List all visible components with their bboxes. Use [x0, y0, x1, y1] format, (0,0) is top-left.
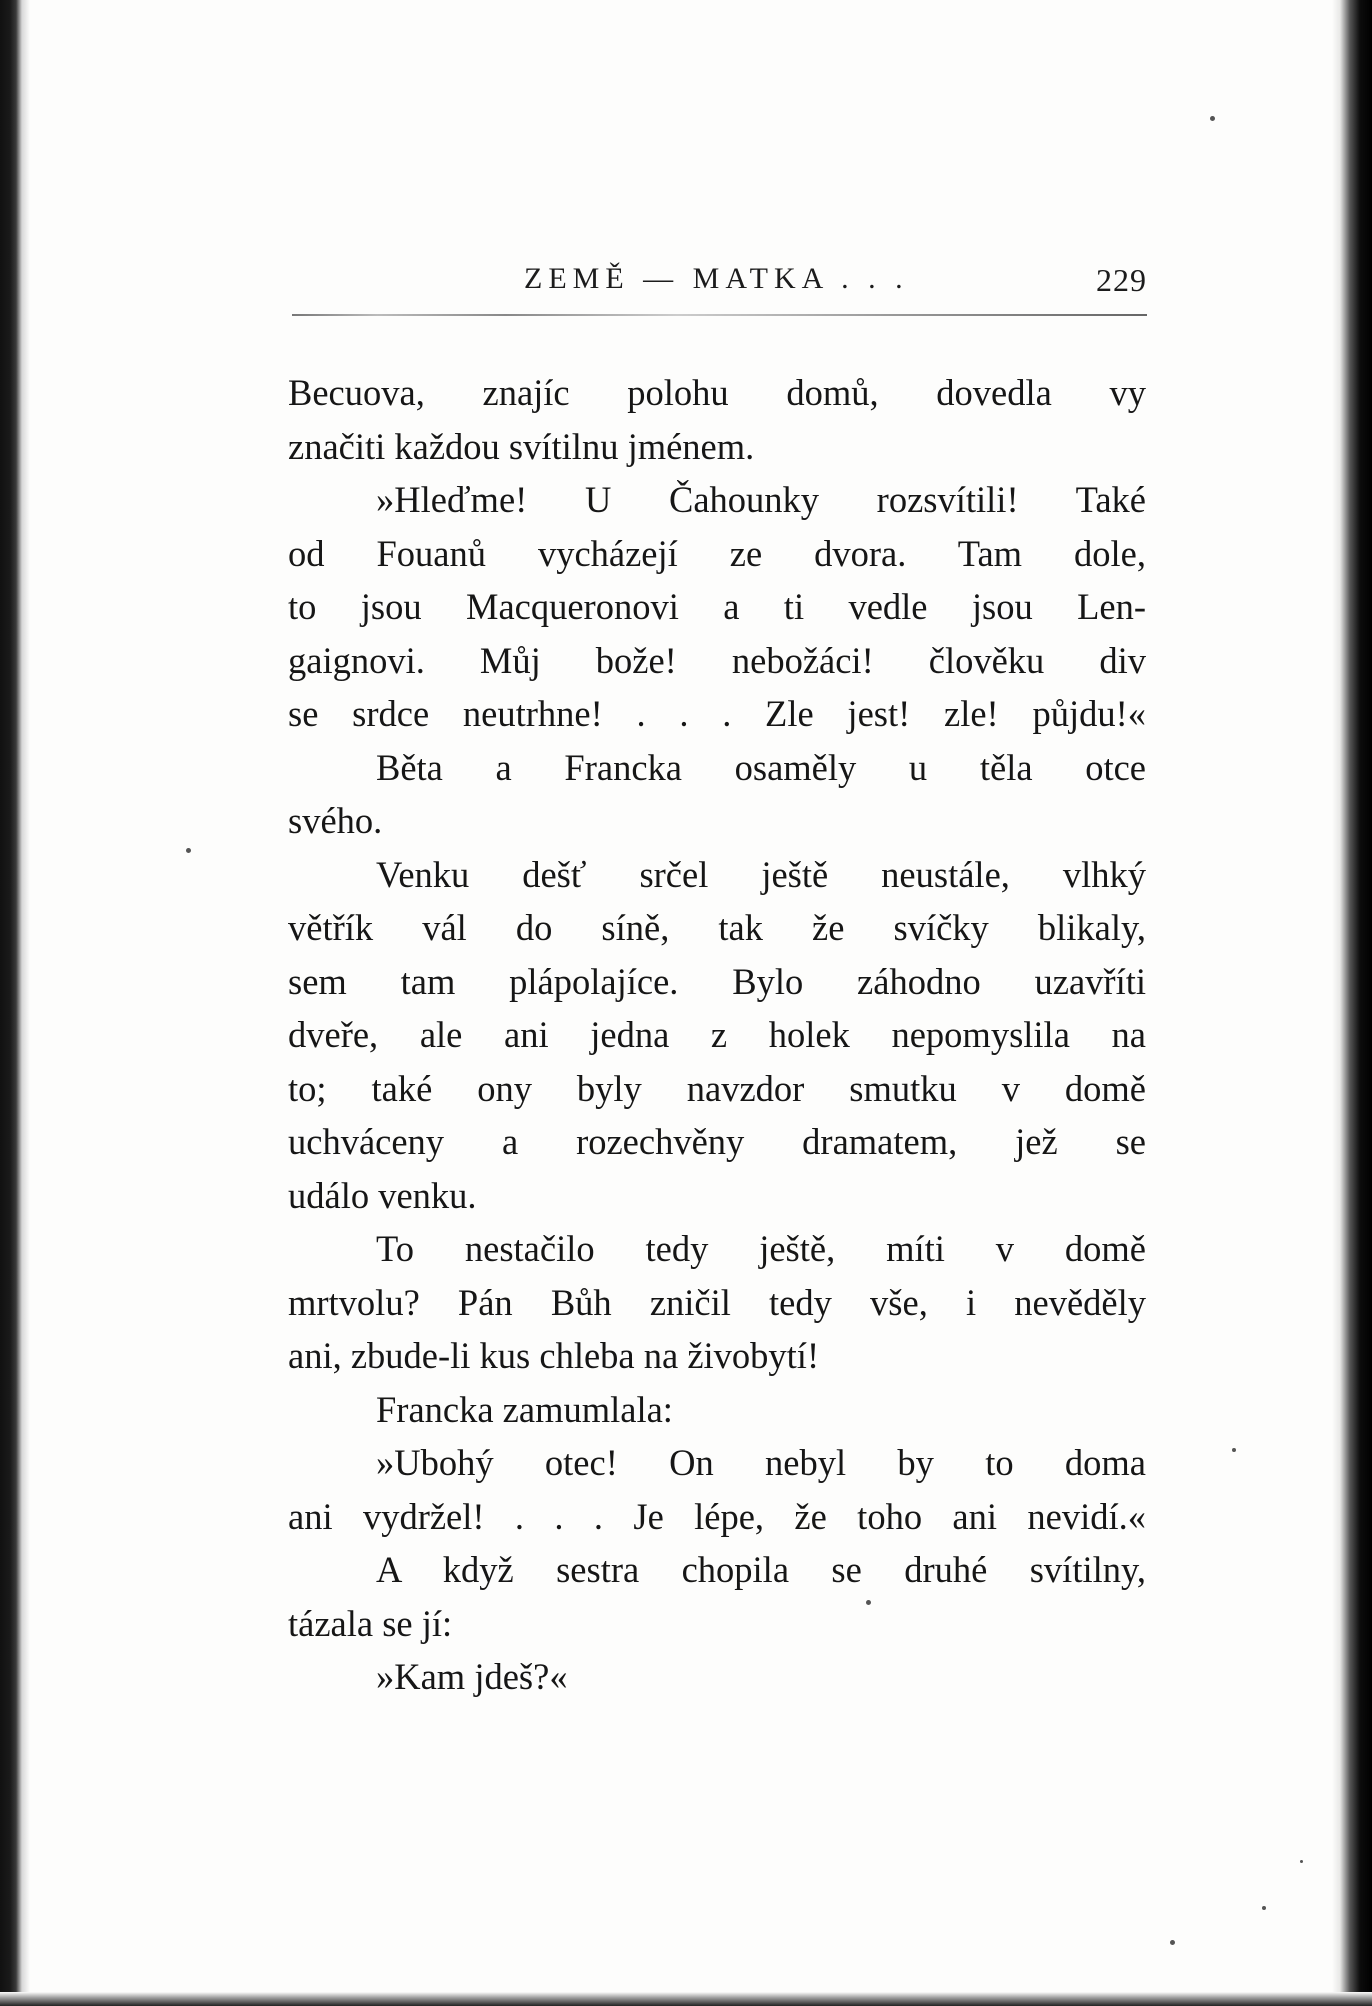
text-line: událo venku.	[288, 1174, 477, 1216]
text-line: Běta a Francka osaměly u těla otce	[376, 746, 1146, 788]
text-line: To nestačilo tedy ještě, míti v domě	[376, 1228, 1146, 1269]
body-text	[288, 366, 1146, 1704]
page-header	[292, 262, 1147, 312]
text-line: uchváceny a rozechvěny dramatem, jež se	[288, 1121, 1146, 1162]
running-title: ZEMĚ — MATKA . . .	[524, 262, 909, 295]
text-line: ani, zbude-li kus chleba na živobytí!	[288, 1335, 820, 1376]
scan-speck	[1210, 116, 1215, 121]
text-line: Francka zamumlala:	[376, 1388, 673, 1430]
text-line: větřík vál do síně, tak že svíčky blikaly,	[288, 907, 1146, 948]
header-rule	[292, 314, 1147, 316]
text-line: mrtvolu? Pán Bůh zničil tedy vše, i nevěděly	[288, 1281, 1146, 1323]
text-line: svého.	[288, 800, 383, 841]
text-line: Becuova, znajíc polohu domů, dovedla vy	[288, 372, 1146, 413]
scan-edge-bottom	[0, 1992, 1372, 2006]
scan-speck	[1262, 1906, 1266, 1910]
text-line: gaignovi. Můj bože! nebožáci! člověku div	[288, 639, 1146, 681]
scan-speck	[1170, 1940, 1175, 1945]
text-line: tázala se jí:	[288, 1602, 453, 1644]
text-line: značiti každou svítilnu jménem.	[288, 425, 755, 467]
text-line: to jsou Macqueronovi a ti vedle jsou Len-	[288, 586, 1146, 627]
text-line: »Ubohý otec! On nebyl by to doma	[376, 1442, 1146, 1483]
text-line: od Fouanů vycházejí ze dvora. Tam dole,	[288, 532, 1146, 574]
text-line: A když sestra chopila se druhé svítilny,	[376, 1549, 1146, 1590]
scan-speck	[186, 848, 191, 853]
scan-speck	[1300, 1860, 1303, 1863]
scan-speck	[1232, 1448, 1236, 1452]
page-number: 229	[1096, 262, 1147, 298]
text-line: Venku dešť srčel ještě neustále, vlhký	[376, 853, 1146, 895]
text-line: sem tam plápolajíce. Bylo záhodno uzavříti	[288, 960, 1146, 1002]
text-line: se srdce neutrhne! . . . Zle jest! zle! půjdu!«	[288, 693, 1146, 734]
text-line: to; také ony byly navzdor smutku v domě	[288, 1067, 1146, 1109]
text-line: »Hleďme! U Čahounky rozsvítili! Také	[376, 479, 1146, 520]
scan-edge-left	[0, 0, 30, 2006]
text-line: »Kam jdeš?«	[376, 1656, 568, 1697]
scan-edge-right	[1332, 0, 1372, 2006]
text-line: ani vydržel! . . . Je lépe, že toho ani nevidí.«	[288, 1495, 1146, 1537]
text-line: dveře, ale ani jedna z holek nepomyslila na	[288, 1014, 1146, 1055]
